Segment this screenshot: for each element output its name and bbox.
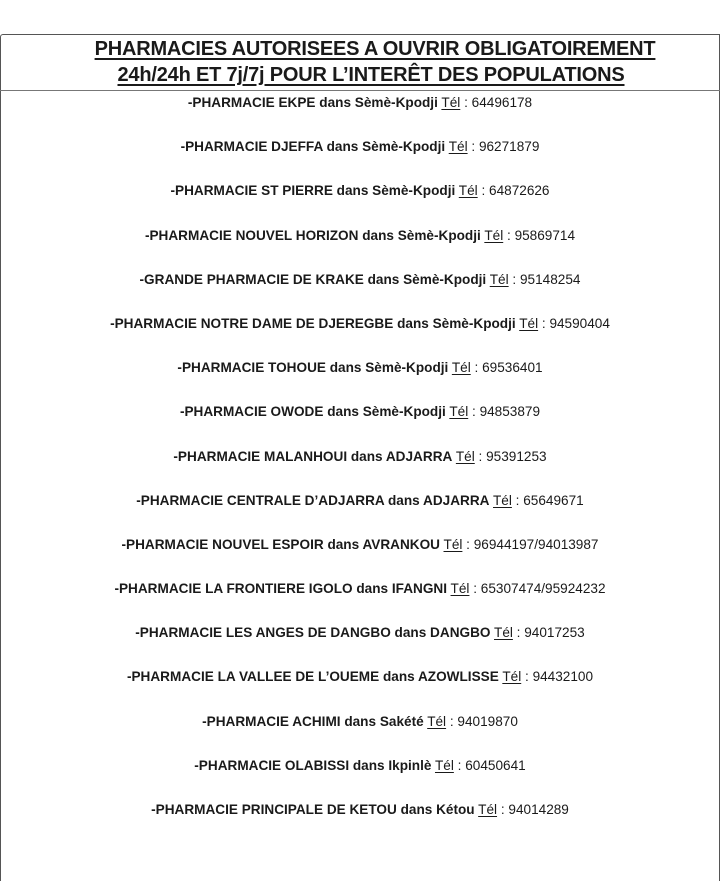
list-item: -PHARMACIE EKPE dans Sèmè-Kpodji Tél : 64496178 bbox=[187, 95, 533, 110]
list-item: -PHARMACIE NOUVEL ESPOIR dans AVRANKOU Tél : 96944197/94013987 bbox=[121, 536, 599, 552]
pharmacy-name: -PHARMACIE LA FRONTIERE IGOLO dans IFANGNI bbox=[114, 581, 448, 597]
pharmacy-name: -PHARMACIE CENTRALE D’ADJARRA dans ADJARRA bbox=[136, 492, 490, 508]
tel-label: Tél bbox=[448, 139, 468, 155]
tel-label: Tél bbox=[502, 669, 522, 685]
list-item: -PHARMACIE MALANHOUI dans ADJARRA Tél : 95391253 bbox=[173, 448, 547, 464]
header-line-1: PHARMACIES AUTORISEES A OUVRIR OBLIGATOIREMENT bbox=[94, 38, 656, 60]
tel-label: Tél bbox=[443, 536, 463, 552]
tel-label: Tél bbox=[484, 227, 504, 243]
phone-number: 94590404 bbox=[549, 315, 610, 331]
document-header bbox=[0, 36, 720, 88]
tel-label: Tél bbox=[458, 183, 478, 199]
phone-number: 96271879 bbox=[478, 139, 540, 155]
tel-label: Tél bbox=[455, 448, 475, 464]
list-item: -PHARMACIE NOUVEL HORIZON dans Sèmè-Kpodji Tél : 95869714 bbox=[144, 227, 576, 243]
tel-label: Tél bbox=[451, 360, 471, 376]
list-item: -PHARMACIE LES ANGES DE DANGBO dans DANGBO Tél : 94017253 bbox=[135, 625, 585, 641]
phone-number: 95148254 bbox=[519, 271, 581, 287]
pharmacy-name: -PHARMACIE EKPE dans Sèmè-Kpodji bbox=[187, 95, 438, 110]
list-item: -GRANDE PHARMACIE DE KRAKE dans Sèmè-Kpodji Tél : 95148254 bbox=[139, 271, 581, 287]
pharmacy-name: -PHARMACIE NOUVEL ESPOIR dans AVRANKOU bbox=[121, 536, 440, 552]
phone-number: 65649671 bbox=[523, 492, 584, 508]
tel-label: Tél bbox=[441, 95, 461, 110]
header-divider bbox=[0, 90, 720, 91]
tel-label: Tél bbox=[494, 625, 513, 641]
tel-label: Tél bbox=[493, 492, 512, 508]
pharmacy-name: -PHARMACIE LA VALLEE DE L’OUEME dans AZOWLISSE bbox=[126, 669, 499, 685]
list-item: -PHARMACIE NOTRE DAME DE DJEREGBE dans Sèmè-Kpodji Tél : 94590404 bbox=[110, 315, 610, 331]
list-item: -PHARMACIE TOHOUE dans Sèmè-Kpodji Tél : 69536401 bbox=[177, 360, 543, 376]
phone-number: 64496178 bbox=[471, 95, 533, 110]
list-item: -PHARMACIE OLABISSI dans Ikpinlè Tél : 60450641 bbox=[194, 757, 526, 773]
header-line-2: 24h/24h ET 7j/7j POUR L’INTERÊT DES POPULATIONS bbox=[117, 64, 625, 86]
phone-number: 94432100 bbox=[532, 669, 594, 685]
list-item: -PHARMACIE ACHIMI dans Sakété Tél : 94019870 bbox=[202, 713, 518, 729]
pharmacy-name: -PHARMACIE LES ANGES DE DANGBO dans DANGBO bbox=[135, 625, 491, 641]
pharmacy-name: -PHARMACIE ST PIERRE dans Sèmè-Kpodji bbox=[170, 183, 456, 199]
list-item: -PHARMACIE ST PIERRE dans Sèmè-Kpodji Tél : 64872626 bbox=[170, 183, 550, 199]
phone-number: 64872626 bbox=[489, 183, 550, 199]
phone-number: 94017253 bbox=[524, 625, 585, 641]
phone-number: 94014289 bbox=[508, 802, 569, 817]
list-item: -PHARMACIE LA FRONTIERE IGOLO dans IFANGNI Tél : 65307474/95924232 bbox=[114, 581, 606, 597]
pharmacy-name: -PHARMACIE MALANHOUI dans ADJARRA bbox=[173, 448, 453, 464]
tel-label: Tél bbox=[427, 713, 447, 729]
tel-label: Tél bbox=[478, 802, 498, 817]
pharmacy-name: -PHARMACIE PRINCIPALE DE KETOU dans Kétou bbox=[151, 802, 475, 817]
phone-number: 69536401 bbox=[482, 360, 543, 376]
pharmacy-name: -PHARMACIE OLABISSI dans Ikpinlè bbox=[194, 757, 432, 773]
phone-number: 95869714 bbox=[514, 227, 576, 243]
tel-label: Tél bbox=[450, 581, 470, 597]
phone-number: 65307474/95924232 bbox=[480, 581, 606, 597]
list-item: -PHARMACIE PRINCIPALE DE KETOU dans Kétou Tél : 94014289 bbox=[151, 802, 569, 817]
list-item: -PHARMACIE DJEFFA dans Sèmè-Kpodji Tél : 96271879 bbox=[180, 139, 540, 155]
tel-label: Tél bbox=[519, 315, 539, 331]
pharmacy-name: -PHARMACIE NOUVEL HORIZON dans Sèmè-Kpodji bbox=[144, 227, 481, 243]
tel-label: Tél bbox=[489, 271, 509, 287]
phone-number: 95391253 bbox=[486, 448, 547, 464]
phone-number: 94019870 bbox=[457, 713, 518, 729]
list-item: -PHARMACIE OWODE dans Sèmè-Kpodji Tél : 94853879 bbox=[179, 404, 541, 420]
pharmacy-name: -PHARMACIE NOTRE DAME DE DJEREGBE dans Sèmè-Kpodji bbox=[110, 315, 516, 331]
pharmacy-name: -PHARMACIE TOHOUE dans Sèmè-Kpodji bbox=[177, 360, 449, 376]
phone-number: 60450641 bbox=[465, 757, 526, 773]
list-item: -PHARMACIE CENTRALE D’ADJARRA dans ADJARRA Tél : 65649671 bbox=[136, 492, 584, 508]
tel-label: Tél bbox=[434, 757, 454, 773]
pharmacy-name: -PHARMACIE DJEFFA dans Sèmè-Kpodji bbox=[180, 139, 446, 155]
phone-number: 94853879 bbox=[479, 404, 541, 420]
list-item: -PHARMACIE LA VALLEE DE L’OUEME dans AZOWLISSE Tél : 94432100 bbox=[126, 669, 594, 685]
pharmacy-name: -PHARMACIE OWODE dans Sèmè-Kpodji bbox=[179, 404, 446, 420]
phone-number: 96944197/94013987 bbox=[473, 536, 599, 552]
pharmacy-name: -GRANDE PHARMACIE DE KRAKE dans Sèmè-Kpodji bbox=[139, 271, 487, 287]
tel-label: Tél bbox=[449, 404, 469, 420]
pharmacy-list bbox=[0, 92, 720, 843]
pharmacy-name: -PHARMACIE ACHIMI dans Sakété bbox=[202, 713, 424, 729]
